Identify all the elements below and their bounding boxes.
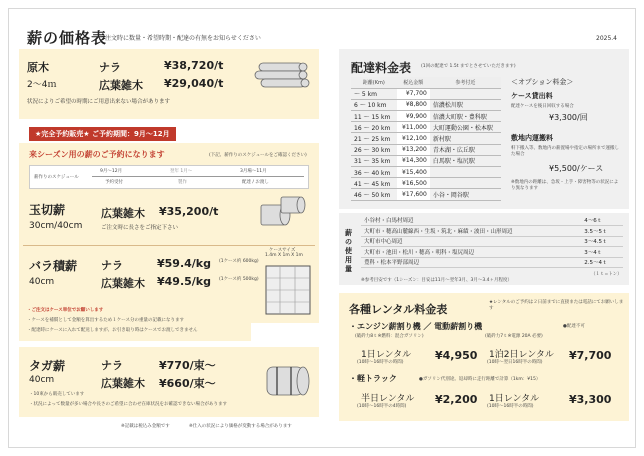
delivery-price: ¥14,300 [397, 155, 430, 166]
electric-spec: (破砕力7ｔ※電源 20A 必要) [485, 334, 543, 339]
barazumi-case-note-nara: (1ケース約 600kg) [219, 259, 259, 264]
delivery-reference: 青木湖・広丘駅 [430, 144, 501, 155]
page-subtitle: ご注文時に数量・希望時期・配達の有無をお知らせください [99, 35, 261, 42]
delivery-price: ¥9,900 [397, 111, 430, 122]
plan3-label: 半日レンタル [361, 394, 415, 404]
delivery-distance: 36 ～ 40 km [351, 167, 397, 178]
genboku-length: 2～4ｍ [27, 80, 57, 90]
divider [23, 245, 315, 246]
delivery-price: ¥13,200 [397, 144, 430, 155]
truck-note: ●ガソリン代別途。返却時に走行距離で計算（1km：¥15） [419, 377, 541, 382]
plan2-price: ¥7,700 [569, 349, 612, 362]
usage-row [361, 236, 623, 247]
delivery-row [351, 99, 501, 110]
stacking-note: 軒下搬入等、数地内の薪置場や指定の場所まで運搬した場合 [511, 146, 619, 157]
footnote-price-change: ※仕入の状況により価格が変動する場合があります [189, 424, 292, 429]
genboku-price-zatsuboku: ¥29,040/t [164, 77, 224, 90]
genboku-type-nara: ナラ [99, 61, 121, 74]
delivery-title-note: (1回の配達で 1.5t までとさせていただきます) [421, 64, 516, 69]
delivery-price: ¥16,500 [397, 178, 430, 189]
delivery-reference: 大町運動公園・松本駅 [430, 122, 501, 133]
delivery-section [339, 49, 629, 209]
usage-row [361, 257, 623, 268]
plan4-label: 1日レンタル [489, 394, 540, 404]
bundle-icon [263, 359, 313, 403]
delivery-price: ¥15,400 [397, 167, 430, 178]
tagamaki-section [19, 347, 319, 417]
wood-case-icon [265, 265, 311, 315]
rental-section [339, 293, 629, 421]
plan1-label: 1日レンタル [361, 350, 412, 360]
stacking-footnote: ※数地内の距離は、急坂・上手・障害物等の状況により異なります [511, 180, 619, 191]
delivery-row [351, 111, 501, 122]
tagamaki-price-zatsuboku: ¥660/束～ [159, 377, 216, 390]
tamagiri-name: 玉切薪 [29, 203, 66, 217]
plan2-time: (10時～翌日16時半の時間) [487, 360, 543, 365]
usage-area: 大町市・池田・松川・穂高・明科・塩尻周辺 [361, 247, 581, 258]
delivery-table [351, 77, 501, 201]
tagamaki-note-2: ・状況によって数量が多い場合や長さのご希望に合わせ在庫状況をお確認できない場合があります [29, 402, 227, 407]
schedule-strip [29, 165, 309, 189]
genboku-type-zatsuboku: 広葉雑木 [99, 79, 143, 92]
usage-amount: 3～4ｔ [581, 247, 623, 258]
barazumi-size: 40cm [29, 277, 55, 287]
schedule-step1-months: 9月～12月 [100, 169, 123, 174]
page-title: 薪の価格表 [27, 29, 108, 47]
plan4-price: ¥3,300 [569, 393, 612, 406]
schedule-step3-months: 3月場～11月 [240, 169, 267, 174]
delivery-distance: 41 ～ 45 km [351, 178, 397, 189]
usage-area: 豊科・松本平野部周辺 [361, 257, 581, 268]
schedule-step2-months: 翌年 1月～ [170, 169, 193, 174]
barazumi-price-zatsuboku: ¥49.5/kg [157, 275, 212, 288]
preorder-banner [29, 127, 176, 141]
delivery-reference [430, 178, 501, 189]
delivery-distance: 16 ～ 20 km [351, 122, 397, 133]
usage-area: 大町市中心周辺 [361, 236, 581, 247]
tamagiri-price: ¥35,200/t [159, 205, 219, 218]
stacking-price: ¥5,500/ケース [549, 164, 604, 173]
usage-row [361, 247, 623, 258]
delivery-row [351, 167, 501, 178]
log-rounds-icon [259, 195, 309, 231]
barazumi-note-3: ・配達時にケースに入れて配送しますが、お引き取り時はケースでお渡しできません [27, 328, 198, 333]
log-pile-icon [251, 55, 311, 95]
barazumi-notes [19, 305, 251, 341]
delivery-row [351, 144, 501, 155]
tamagiri-type: 広葉雑木 [101, 207, 145, 220]
plan4-time: (10時～16時半の時間) [487, 404, 534, 409]
header-distance: 距離(Km) [351, 77, 397, 88]
schedule-step1-desc: 予約受付 [105, 180, 123, 185]
preorder-period: ご予約期間：9月～12月 [92, 130, 170, 138]
usage-amount: 2.5～4ｔ [581, 257, 623, 268]
barazumi-note-1: ・ご注文はケース単位でお願いします [27, 308, 104, 313]
price-sheet [8, 8, 636, 448]
usage-row [361, 215, 623, 226]
delivery-row [351, 88, 501, 99]
delivery-price: ¥8,800 [397, 99, 430, 110]
options-title: ＜オプション料金＞ [511, 78, 574, 86]
preorder-label: ★完全予約販売★ [35, 130, 90, 138]
delivery-title: 配達料金表 [351, 61, 412, 75]
genboku-section [19, 49, 319, 119]
delivery-distance: 6 ～ 10 km [351, 99, 397, 110]
case-size-label: ケースサイズ [269, 248, 296, 253]
usage-section [339, 213, 629, 285]
tagamaki-size: 40cm [29, 375, 55, 385]
delivery-row [351, 122, 501, 133]
usage-amount: 3～4.5ｔ [581, 236, 623, 247]
preorder-headline-note: (下記、薪作りのスケジュールをご確認ください) [209, 153, 307, 158]
delivery-row [351, 133, 501, 144]
delivery-reference: 信濃大町駅・豊科駅 [430, 111, 501, 122]
delivery-distance: 46 ～ 50 km [351, 189, 397, 200]
delivery-reference: 小谷・岡谷駅 [430, 189, 501, 200]
usage-unit-note: （１ｔ=トン） [591, 272, 622, 277]
delivery-price: ¥12,100 [397, 133, 430, 144]
usage-area: 小谷村・白馬村周辺 [361, 215, 581, 226]
footnote-tax: ※記載は税込み金額です [121, 424, 170, 429]
delivery-row [351, 178, 501, 189]
delivery-price: ¥11,000 [397, 122, 430, 133]
delivery-distance: 21 ～ 25 km [351, 133, 397, 144]
preorder-section [19, 143, 319, 323]
case-rental-label: ケース貸出料 [511, 92, 553, 100]
delivery-price: ¥17,600 [397, 189, 430, 200]
delivery-reference [430, 88, 501, 99]
plan1-price: ¥4,950 [435, 349, 478, 362]
usage-row [361, 226, 623, 237]
truck-label: ・軽トラック [349, 374, 397, 383]
barazumi-type-zatsuboku: 広葉雑木 [101, 277, 145, 290]
delivery-reference: 新村駅 [430, 133, 501, 144]
usage-footnote: ※参考目安です（1シーズン：目安は11月～翌年3月、3月～3.4ヶ月程度） [361, 278, 513, 283]
genboku-price-nara: ¥38,720/t [164, 59, 224, 72]
usage-amount: 4～6ｔ [581, 215, 623, 226]
tamagiri-size: 30cm/40cm [29, 221, 83, 231]
barazumi-case-note-zatsuboku: (1ケース約 500kg) [219, 277, 259, 282]
delivery-distance: ～ 5 km [351, 88, 397, 99]
delivery-distance: 31 ～ 35 km [351, 155, 397, 166]
delivery-distance: 11 ～ 15 km [351, 111, 397, 122]
tagamaki-type-nara: ナラ [101, 359, 123, 372]
genboku-name: 原木 [27, 61, 49, 74]
delivery-price: ¥7,700 [397, 88, 430, 99]
usage-area: 大町市・穂高山麓線西・生坂・筑北・麻績・波田・山形周辺 [361, 226, 581, 237]
delivery-reference [430, 167, 501, 178]
barazumi-note-2: ・ケースを補償として金額を算出するため１ケース分の重量の記載になります [27, 318, 185, 323]
genboku-note: 状況によりご希望の時期にご用意出来ない場合があります [27, 99, 171, 105]
plan1-time: (10時～16時半の時間) [357, 360, 404, 365]
case-size-value: 1.4m X 1m X 1m [265, 253, 303, 258]
stacking-label: 敷地内運搬料 [511, 134, 553, 142]
usage-table [361, 215, 623, 268]
plan3-time: (10時～16時半の4時間) [357, 404, 407, 409]
rental-title: 各種レンタル料金表 [349, 303, 448, 316]
tagamaki-type-zatsuboku: 広葉雑木 [101, 377, 145, 390]
schedule-step2-desc: 製作 [178, 180, 187, 185]
case-rental-note: 配達ケースを後日回収する場合 [511, 104, 574, 109]
usage-amount: 3.5～5ｔ [581, 226, 623, 237]
plan3-price: ¥2,200 [435, 393, 478, 406]
tagamaki-price-nara: ¥770/束～ [159, 359, 216, 372]
rental-note: ★レンタルのご予約は２日前までに直接または電話にてお願いします [489, 300, 624, 311]
barazumi-type-nara: ナラ [101, 259, 123, 272]
case-rental-price: ¥3,300/回 [549, 113, 588, 122]
delivery-reference: 白馬駅・塩尻駅 [430, 155, 501, 166]
header-price: 税込金額 [397, 77, 430, 88]
engine-label: ・エンジン薪割り機 ／ 電動薪割り機 [349, 322, 483, 331]
engine-spec: (破砕力8ｔ※燃料：混合ガソリン) [355, 334, 424, 339]
preorder-headline: 来シーズン用の薪のご予約になります [29, 150, 165, 159]
tagamaki-note-1: ・10束から販売しています [29, 392, 85, 397]
delivery-row [351, 189, 501, 200]
schedule-arrow-line [92, 176, 304, 177]
usage-label: 薪の使用量 [345, 229, 352, 273]
tamagiri-note: ご注文時に長さをご指定下さい [101, 225, 179, 231]
barazumi-price-nara: ¥59.4/kg [157, 257, 212, 270]
tagamaki-name: タガ薪 [29, 359, 66, 373]
delivery-unavailable: ●配達不可 [563, 324, 585, 329]
barazumi-name: バラ積薪 [29, 259, 78, 273]
schedule-label: 薪作りのスケジュール [34, 175, 79, 180]
schedule-step3-desc: 配達 / お渡し [242, 180, 269, 185]
delivery-row [351, 155, 501, 166]
plan2-label: 1泊2日レンタル [489, 350, 554, 360]
header-reference: 参考付近 [430, 77, 501, 88]
delivery-reference: 信濃松川駅 [430, 99, 501, 110]
delivery-distance: 26 ～ 30 km [351, 144, 397, 155]
issue-date: 2025.4 [596, 35, 617, 42]
